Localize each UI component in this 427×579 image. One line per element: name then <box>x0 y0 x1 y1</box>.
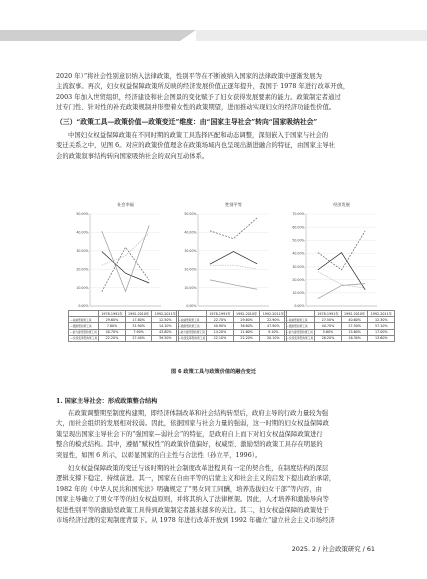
header-bar-light <box>196 30 427 41</box>
y-tick-label: 10.00% <box>184 285 197 290</box>
header-decoration-bar <box>0 30 427 41</box>
value-cell: 39.50% <box>152 335 179 341</box>
value-cell: 22.20% <box>233 335 260 341</box>
series-line <box>102 247 149 291</box>
y-tick-label: 40.00% <box>76 230 89 235</box>
page-footer: 2025. 2 / 社会政策研究 / 61 <box>291 545 375 553</box>
period-header-cell: 1978-1991年 <box>99 311 126 317</box>
text-line: 妇女权益保障政策的变迁与该时期的社会制度改革进程具有一定的契合性，在制度结构的深层 <box>68 465 329 472</box>
figure-caption: 图 6 政策工具与政策价值的融合变迁 <box>170 369 257 375</box>
y-tick-label: 40.00% <box>184 230 197 235</box>
value-cell: 31.90% <box>125 323 152 329</box>
body-paragraph <box>56 464 386 526</box>
value-cell: 43.80% <box>152 329 179 335</box>
header-bar-slant <box>180 30 196 41</box>
value-cell: 13.60% <box>368 335 395 341</box>
value-cell: 27.50% <box>315 317 342 323</box>
period-header-cell: 1992-2011年 <box>152 311 179 317</box>
chart-canvas <box>68 200 164 310</box>
value-cell: 29.60% <box>99 317 126 323</box>
value-cell: 29.60% <box>233 317 260 323</box>
chart-title: 社会幸福 <box>117 202 134 207</box>
series-line <box>318 231 365 270</box>
series-line <box>210 218 257 239</box>
text-line: 2003 年加入世贸组织，经济建设和社会图景的变化赋予了妇女获得发展要素的能力。政策制定者通过 <box>56 93 341 101</box>
value-cell: 12.50% <box>152 317 179 323</box>
y-tick-label: 50.00% <box>76 212 89 217</box>
value-cell: 5.60% <box>315 329 342 335</box>
period-header-cell: 1992-2010年 <box>125 311 152 317</box>
series-line <box>318 284 365 299</box>
chart-social-happiness <box>68 200 179 342</box>
y-tick-label: 50.00% <box>184 212 197 217</box>
value-cell: 26.20% <box>315 335 342 341</box>
value-cell: 57.10% <box>368 323 395 329</box>
y-tick-label: 60.00% <box>292 225 305 230</box>
value-cell: 7.80% <box>99 323 126 329</box>
value-cell: 11.60% <box>233 329 260 335</box>
value-cell: 15.60% <box>341 329 368 335</box>
y-tick-label: 30.00% <box>292 264 305 269</box>
text-line: 整合的模式结构。其中，遵循“赋权性”的政策价值偏好，权威型、激励型的政策工具存在明显的 <box>56 441 323 449</box>
series-label-cell: ---系统变革型政策工具 <box>178 336 206 341</box>
value-cell: 9.10% <box>260 329 287 335</box>
chart-data-table <box>284 310 395 342</box>
section-heading: （三）“政策工具—政策价值—政策变迁”维度：由“国家主导社会”转向“国家吸纳社会” <box>56 118 318 126</box>
y-tick-label: 20.00% <box>76 267 89 272</box>
series-label-cell: —能力建设型政策工具 <box>70 330 97 335</box>
series-label-cell: —能力建设型政策工具 <box>178 330 205 335</box>
subsection-heading: 1. 国家主导社会：形成政策整合结构 <box>56 398 158 405</box>
y-tick-label: 50.00% <box>292 238 305 243</box>
series-label-cell: —能力建设型政策工具 <box>286 330 313 335</box>
period-header-cell: 1992-2011年 <box>368 311 395 317</box>
text-line: 突显性，如图 6 所示，以彰显国家的自主性与合法性（孙立平，1996）。 <box>56 451 262 459</box>
y-tick-label: 0.00% <box>294 304 305 309</box>
value-cell: 17.80% <box>125 317 152 323</box>
text-line: 在政策调整期至制度构建期，即经济体制改革和社会结构转型后，政府主导的行政力量较为强 <box>68 410 329 417</box>
section-paragraph <box>56 131 386 162</box>
y-tick-label: 20.00% <box>184 267 197 272</box>
header-bar-dark <box>0 30 180 41</box>
text-line: 主流叙事。再次，妇女权益保障政策所反映的经济发展价值正逐年提升，我国于 1978 年进行改革开放， <box>56 83 350 91</box>
y-tick-label: 10.00% <box>292 291 305 296</box>
y-tick-label: 20.00% <box>292 277 305 282</box>
value-cell: 40.90% <box>207 323 234 329</box>
text-line: 策呈现出国家主导社会下的“强国家—弱社会”的特征，是政府自上而下对妇女权益保障政策进行 <box>56 430 323 438</box>
value-cell: 22.20% <box>99 335 126 341</box>
series-label-cell: —权威型政策工具 <box>177 317 207 323</box>
text-line: 1982 年的《中华人民共和国宪法》明确规定了“男女同工同酬，培养选拔妇女干部”等内容，由 <box>56 485 322 493</box>
text-line: 变迁关系之中，见图 6。对应的政策价值理念在政策场域内也呈现出渐进融合的特征，由国家主导社 <box>56 142 336 150</box>
text-line: 会的政策叙事结构转向国家吸纳社会的双向互动体系。 <box>56 152 209 160</box>
text-line: 2020 年）”将社会性别意识纳入法律政策，性别平等在不断被纳入国家的法律政策中逐渐发展为 <box>56 73 322 80</box>
value-cell: 14.10% <box>152 323 179 329</box>
chart-canvas <box>284 200 380 310</box>
series-line <box>210 265 257 269</box>
text-line: 促进性别平等的激励型政策工具得到政策制定者越来越多的关注。其二，妇女权益保障的政策处于 <box>56 506 329 514</box>
series-line <box>102 252 149 283</box>
value-cell: 27.40% <box>125 335 152 341</box>
series-label-cell: ---系统变革型政策工具 <box>70 336 98 341</box>
value-cell: 7.90% <box>125 329 152 335</box>
period-header-cell: 1978-1991年 <box>315 311 342 317</box>
value-cell: 22.90% <box>260 317 287 323</box>
y-tick-label: 70.00% <box>292 212 305 217</box>
chart-data-table <box>176 310 287 342</box>
text-line: 过专门性、针对性的补充政策规制并形塑着女性的政策期望，进而推动实现妇女的经济功能性价值。 <box>56 104 336 112</box>
series-line <box>210 280 257 289</box>
period-header-cell: 1992-2011年 <box>260 311 287 317</box>
value-cell: 22.70% <box>207 317 234 323</box>
y-tick-label: 0.00% <box>186 304 197 309</box>
value-cell: 12.30% <box>368 317 395 323</box>
chart-data-table <box>68 310 179 342</box>
table-row <box>69 335 179 341</box>
value-cell: 36.60% <box>233 323 260 329</box>
text-line: 市场经济过渡的宏观制度背景下。从 1978 年进行改革开放到 1992 年确立“建立社会主义市场经济 <box>56 517 335 525</box>
series-label-cell: —权威型政策工具 <box>285 317 315 323</box>
period-header-cell: 1992-2010年 <box>233 311 260 317</box>
chart-title: 经济发展 <box>333 202 350 207</box>
value-cell: 17.00% <box>368 329 395 335</box>
chart-title: 性别平等 <box>225 202 242 207</box>
y-tick-label: 40.00% <box>292 251 305 256</box>
series-label-cell: ---系统变革型政策工具 <box>286 336 314 341</box>
period-header-cell: 1992-2010年 <box>341 311 368 317</box>
series-label-cell: ---激励型政策工具 <box>285 323 315 329</box>
chart-economic-development <box>284 200 395 342</box>
value-cell: 16.30% <box>341 335 368 341</box>
y-tick-label: 10.00% <box>76 285 89 290</box>
value-cell: 27.50% <box>341 323 368 329</box>
series-line <box>210 252 257 265</box>
text-line: 中国妇女权益保障政策在不同时期的政策工具选择匹配和动态调整，深刻嵌入于国家与社会的 <box>68 132 329 139</box>
intro-paragraph <box>56 72 386 114</box>
value-cell: 20.10% <box>260 335 287 341</box>
value-cell: 22.10% <box>207 335 234 341</box>
series-label-cell: ---激励型政策工具 <box>177 323 207 329</box>
y-tick-label: 30.00% <box>76 249 89 253</box>
series-label-cell: ---激励型政策工具 <box>69 323 99 329</box>
value-cell: 40.60% <box>341 317 368 323</box>
chart-canvas <box>176 200 272 310</box>
text-line: 国家主导确立了男女平等的妇女权益原则，并将其纳入了法律框架。因此，人才培养和激励导向等 <box>56 496 329 504</box>
table-row <box>177 335 287 341</box>
y-tick-label: 30.00% <box>184 249 197 253</box>
value-cell: 40.70% <box>99 329 126 335</box>
table-row <box>285 335 395 341</box>
value-cell: 47.90% <box>260 323 287 329</box>
text-line: 逻辑支撑下稳定、持续前进。其一，国家在自由平等的启蒙主义和社会主义的启发下提出政治承诺， <box>56 475 336 483</box>
period-header-cell: 1978-1991年 <box>207 311 234 317</box>
body-paragraph <box>56 409 386 461</box>
text-line: 大，而社会组织的发展相对较弱。因此，依据国家与社会力量的强弱，这一时期的妇女权益保障政 <box>56 420 329 428</box>
series-label-cell: —权威型政策工具 <box>69 317 99 323</box>
y-tick-label: 0.00% <box>78 304 89 309</box>
value-cell: 14.20% <box>207 329 234 335</box>
chart-gender-equality <box>176 200 287 342</box>
value-cell: 40.70% <box>315 323 342 329</box>
